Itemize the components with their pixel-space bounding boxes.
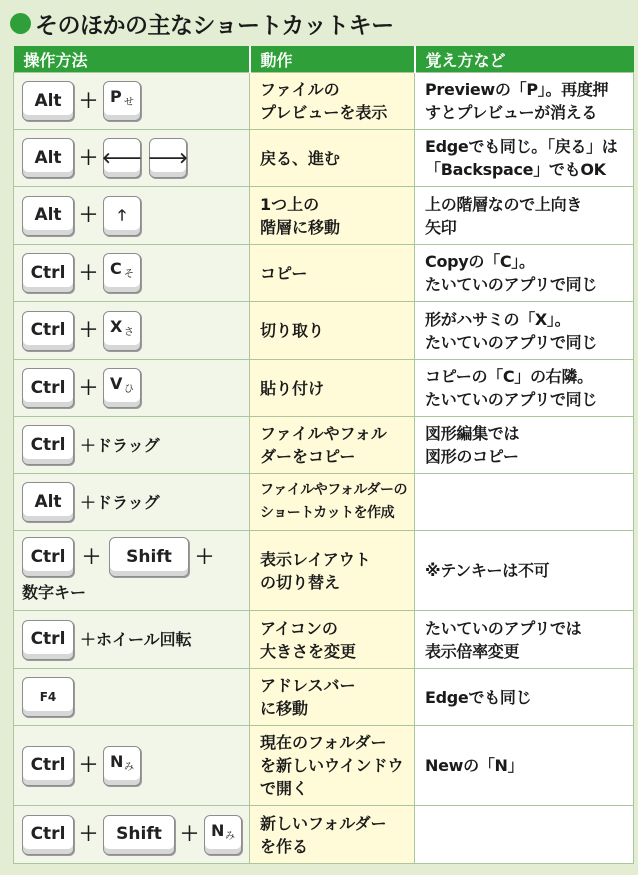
keys-cell	[14, 73, 250, 130]
page-title-text: そのほかの主なショートカットキー	[35, 12, 394, 39]
table-row	[14, 73, 634, 130]
memo-cell	[415, 187, 634, 245]
action-line: 貼り付け	[260, 378, 325, 398]
memo-cell	[415, 245, 634, 302]
memo-line: 表示倍率変更	[425, 641, 520, 661]
keys-cell	[14, 726, 250, 806]
key-kana: そ	[124, 269, 135, 280]
p-key	[103, 81, 141, 121]
action-line: 戻る、進む	[260, 148, 341, 168]
plus-sign: ＋	[79, 261, 99, 284]
action-line: ショートカットを作成	[260, 505, 395, 521]
keys-cell	[14, 130, 250, 187]
table-row	[14, 611, 634, 669]
shortcut-table	[13, 46, 634, 864]
table-row	[14, 130, 634, 187]
key-kana: せ	[124, 97, 135, 108]
table-row	[14, 360, 634, 417]
key-kana: さ	[124, 326, 135, 338]
alt-key: Alt	[22, 138, 74, 178]
table-row	[14, 474, 634, 531]
header-keys: 操作方法	[14, 46, 250, 73]
action-line: コピー	[260, 263, 308, 283]
keys-cell	[14, 611, 250, 669]
action-cell	[250, 474, 415, 531]
action-cell	[250, 726, 415, 806]
memo-line: ※テンキーは不可	[425, 561, 550, 580]
memo-cell	[415, 130, 634, 187]
action-cell	[250, 611, 415, 669]
action-line: 切り取り	[260, 321, 325, 340]
memo-line: Copyの「C」。	[425, 252, 535, 271]
keys-cell	[14, 302, 250, 360]
alt-key: Alt	[22, 81, 74, 121]
n-key	[204, 815, 242, 855]
drag-label: ＋ドラッグ	[80, 435, 160, 455]
ctrl-key: Ctrl	[22, 620, 74, 660]
memo-line: たいていのアプリで同じ	[425, 390, 598, 409]
plus-sign: ＋	[195, 545, 215, 568]
alt-key: Alt	[22, 196, 74, 236]
ctrl-key: Ctrl	[22, 746, 74, 786]
keys-cell	[14, 669, 250, 726]
memo-line: コピーの「C」の右隣。	[425, 367, 593, 386]
memo-line: 上の階層なので上向き	[425, 194, 583, 214]
table-row	[14, 302, 634, 360]
memo-cell	[415, 417, 634, 474]
right-arrow-key	[149, 138, 187, 178]
page-title	[10, 6, 394, 40]
up-arrow-key	[103, 196, 141, 236]
key-letter: P	[110, 87, 122, 106]
plus-sign: ＋	[79, 146, 99, 169]
plus-sign: ＋	[79, 754, 99, 776]
action-cell	[250, 669, 415, 726]
action-line: を新しいウインドウ	[260, 756, 404, 775]
action-cell	[250, 360, 415, 417]
table-row	[14, 669, 634, 726]
drag-label: ＋ドラッグ	[80, 492, 160, 512]
memo-cell	[415, 302, 634, 360]
action-line: アドレスバー	[260, 676, 356, 695]
action-line: ファイルやフォルダーの	[260, 482, 407, 498]
action-line: を作る	[260, 836, 309, 856]
key-letter: C	[110, 259, 122, 278]
action-cell	[250, 73, 415, 130]
memo-line: 形がハサミの「X」。	[425, 309, 571, 329]
action-cell	[250, 806, 415, 864]
shift-key: Shift	[109, 537, 189, 577]
plus-sign: ＋	[82, 545, 102, 568]
key-letter: N	[211, 820, 225, 840]
memo-line: Edgeでも同じ。「戻る」は	[425, 137, 618, 156]
plus-sign: ＋	[180, 823, 200, 845]
keys-cell	[14, 245, 250, 302]
memo-cell	[415, 360, 634, 417]
memo-line: すとプレビューが消える	[425, 103, 598, 122]
memo-cell	[415, 531, 634, 611]
action-cell	[250, 187, 415, 245]
action-line: 1つ上の	[260, 194, 320, 214]
keys-cell	[14, 806, 250, 864]
left-arrow-icon: 🡐	[101, 148, 143, 167]
action-cell	[250, 130, 415, 187]
action-line: に移動	[260, 699, 309, 718]
memo-line: たいていのアプリで同じ	[425, 275, 598, 294]
action-line: ダーをコピー	[260, 447, 356, 466]
ctrl-key: Ctrl	[22, 311, 74, 351]
key-letter: V	[110, 374, 123, 393]
memo-cell	[415, 611, 634, 669]
action-line: 階層に移動	[260, 217, 341, 237]
table-row	[14, 806, 634, 864]
header-memo: 覚え方など	[415, 46, 634, 73]
memo-line: 図形編集では	[425, 424, 520, 443]
number-key-label: 数字キー	[22, 583, 87, 602]
f4-key: F4	[22, 677, 74, 717]
action-line: 大きさを変更	[260, 641, 357, 661]
key-kana: み	[225, 830, 236, 842]
memo-cell	[415, 669, 634, 726]
ctrl-key: Ctrl	[22, 253, 74, 293]
action-line: で開く	[260, 779, 309, 798]
memo-line: Previewの「P」。再度押	[425, 80, 609, 99]
keys-cell	[14, 360, 250, 417]
action-line: ファイルやフォル	[260, 424, 387, 443]
bullet-dot-icon	[10, 13, 31, 34]
action-cell	[250, 302, 415, 360]
memo-line: Newの「N」	[425, 756, 524, 775]
action-cell	[250, 417, 415, 474]
keys-cell	[14, 417, 250, 474]
ctrl-key: Ctrl	[22, 368, 74, 408]
action-line: 現在のフォルダー	[260, 733, 387, 752]
action-line: ファイルの	[260, 80, 340, 99]
header-action: 動作	[250, 46, 415, 73]
x-key	[103, 311, 141, 351]
memo-line: 「Backspace」でもOK	[425, 160, 606, 179]
plus-sign: ＋	[79, 319, 99, 341]
action-line: 表示レイアウト	[260, 549, 371, 569]
memo-cell	[415, 73, 634, 130]
plus-sign: ＋	[79, 823, 99, 845]
memo-line: 矢印	[425, 217, 457, 237]
right-arrow-icon: 🡒	[147, 148, 189, 167]
key-letter: N	[110, 751, 124, 771]
keys-cell	[14, 187, 250, 245]
plus-sign: ＋	[79, 376, 99, 399]
memo-line: たいていのアプリで同じ	[425, 332, 598, 352]
table-row	[14, 245, 634, 302]
shift-key: Shift	[103, 815, 175, 855]
table-row	[14, 531, 634, 611]
keys-cell	[14, 531, 250, 611]
plus-sign: ＋	[79, 204, 99, 226]
c-key	[103, 253, 141, 293]
key-kana: ひ	[124, 384, 135, 395]
keys-cell	[14, 474, 250, 531]
ctrl-key: Ctrl	[22, 537, 74, 577]
memo-cell	[415, 726, 634, 806]
table-row	[14, 187, 634, 245]
table-row	[14, 417, 634, 474]
ctrl-key: Ctrl	[22, 425, 74, 465]
memo-line: Edgeでも同じ	[425, 687, 532, 707]
action-line: プレビューを表示	[260, 103, 388, 122]
up-arrow-icon: 🡑	[118, 206, 126, 224]
alt-key: Alt	[22, 482, 74, 522]
ctrl-key: Ctrl	[22, 815, 74, 855]
plus-sign: ＋	[79, 89, 99, 112]
key-letter: X	[110, 316, 123, 336]
table-header-row	[14, 46, 634, 73]
memo-line: 図形のコピー	[425, 447, 519, 466]
action-cell	[250, 531, 415, 611]
action-line: の切り替え	[260, 572, 341, 592]
key-kana: み	[124, 761, 135, 773]
v-key	[103, 368, 141, 408]
memo-cell	[415, 806, 634, 864]
n-key	[103, 746, 141, 786]
memo-cell	[415, 474, 634, 531]
table-row	[14, 726, 634, 806]
memo-line: たいていのアプリでは	[425, 618, 582, 638]
action-cell	[250, 245, 415, 302]
action-line: 新しいフォルダー	[260, 813, 387, 833]
action-line: アイコンの	[260, 618, 338, 638]
wheel-label: ＋ホイール回転	[80, 630, 192, 649]
left-arrow-key	[103, 138, 141, 178]
